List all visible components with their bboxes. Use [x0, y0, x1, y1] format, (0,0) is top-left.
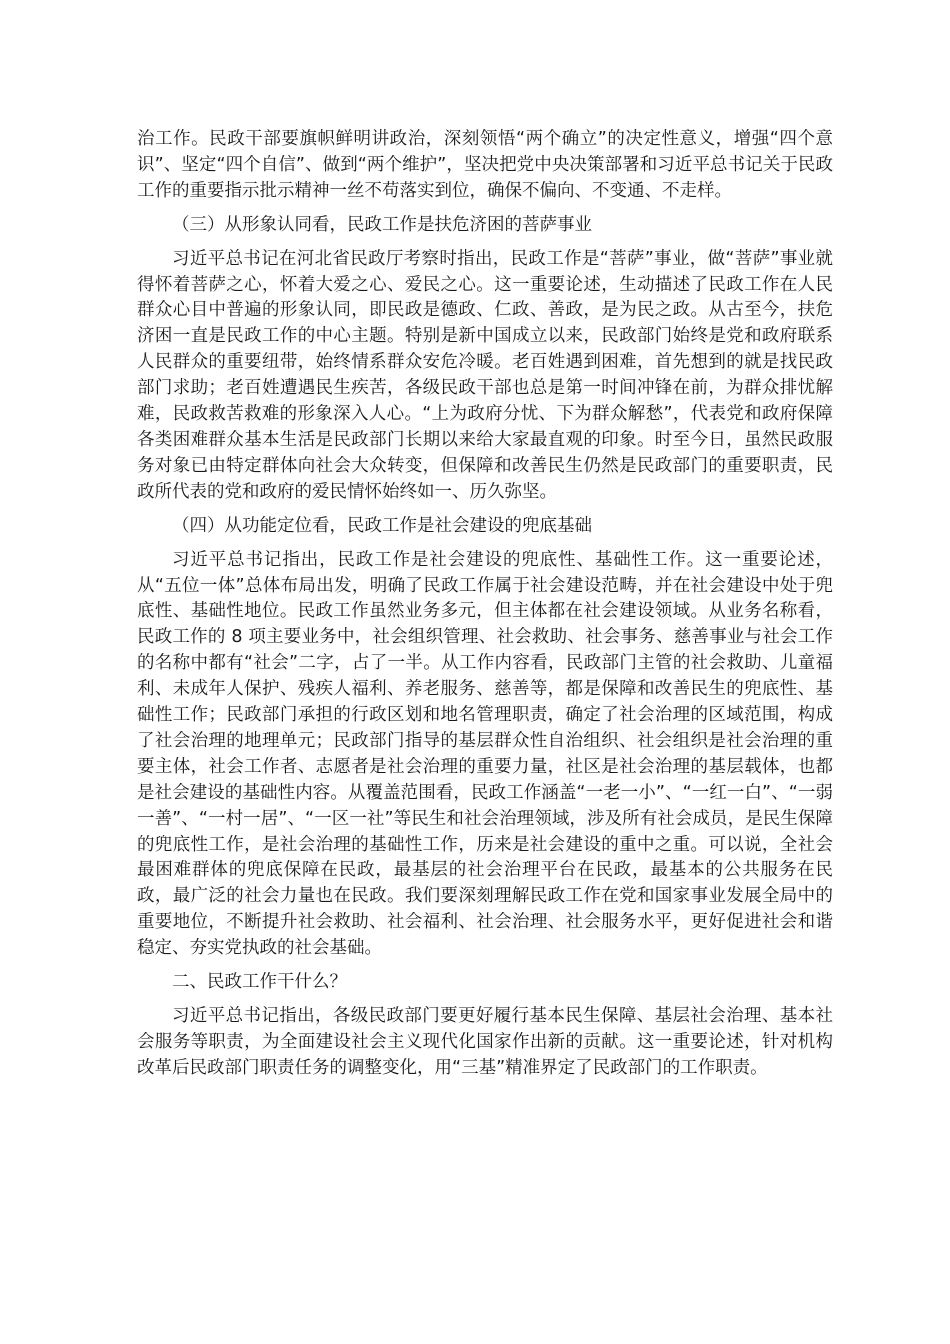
paragraph-function-positioning: 习近平总书记指出，民政工作是社会建设的兜底性、基础性工作。这一重要论述，从“五位一体”总体布局出发，明确了民政工作属于社会建设范畴，并在社会建设中处于兜底性、基础性地位。民政工作虽然业务多元，但主体都在社会建设领域。从业务名称看，民政工作的 8 项主要业务中，社会组织管理、社会救助、社会事务、慈善事业与社会工作的名称中都有“社会”二字，占了一半。从工作内容看，民政部门主管的社会救助、儿童福利、未成年人保护、残疾人福利、养老服务、慈善等，都是保障和改善民生的兜底性、基础性工作；民政部门承担的行政区划和地名管理职责，确定了社会治理的区域范围，构成了社会治理的地理单元；民政部门指导的基层群众性自治组织、社会组织是社会治理的重要主体，社会工作者、志愿者是社会治理的重要力量，社区是社会治理的基层载体，也都是社会建设的基础性内容。从覆盖范围看，民政工作涵盖“一老一小”、“一红一白”、“一弱一善”、“一村一居”、“一区一社”等民生和社会治理领域，涉及所有社会成员，是民生保障的兜底性工作，是社会治理的基础性工作，历来是社会建设的重中之重。可以说，全社会最困难群体的兜底保障在民政，最基层的社会治理平台在民政，最基本的公共服务在民政，最广泛的社会力量也在民政。我们要深刻理解民政工作在党和国家事业发展全局中的重要地位，不断提升社会救助、社会福利、社会治理、社会服务水平，更好促进社会和谐稳定、夯实党执政的社会基础。: [137, 549, 833, 959]
section-heading-3: （三）从形象认同看，民政工作是扶危济困的菩萨事业: [172, 214, 592, 235]
paragraph-duties: 习近平总书记指出，各级民政部门要更好履行基本民生保障、基层社会治理、基本社会服务等职责，为全面建设社会主义现代化国家作出新的贡献。这一重要论述，针对机构改革后民政部门职责任务的调整变化，用“三基”精准界定了民政部门的工作职责。: [137, 1006, 833, 1078]
document-page: [137, 127, 833, 1090]
paragraph-image-recognition: 习近平总书记在河北省民政厅考察时指出，民政工作是“菩萨”事业，做“菩萨”事业就得怀着菩萨之心，怀着大爱之心、爱民之心。这一重要论述，生动描述了民政工作在人民群众心目中普遍的形象认同，即民政是德政、仁政、善政，是为民之政。从古至今，扶危济困一直是民政工作的中心主题。特别是新中国成立以来，民政部门始终是党和政府联系人民群众的重要纽带，始终情系群众安危冷暖。老百姓遇到困难，首先想到的就是找民政部门求助；老百姓遭遇民生疾苦，各级民政干部也总是第一时间冲锋在前，为群众排忧解难，民政救苦救难的形象深入人心。“上为政府分忧、下为群众解愁”，代表党和政府保障各类困难群众基本生活是民政部门长期以来给大家最直观的印象。时至今日，虽然民政服务对象已由特定群体向社会大众转变，但保障和改善民生仍然是民政部门的重要职责，民政所代表的党和政府的爱民情怀始终如一、历久弥坚。: [137, 248, 833, 502]
chapter-heading-2: 二、民政工作干什么？: [172, 972, 347, 993]
paragraph-continuation: 治工作。民政干部要旗帜鲜明讲政治，深刻领悟“两个确立”的决定性意义，增强“四个意识”、坚定“四个自信”、做到“两个维护”，坚决把党中央决策部署和习近平总书记关于民政工作的重要指示批示精神一丝不苟落实到位，确保不偏向、不变通、不走样。: [137, 129, 833, 201]
section-heading-4: （四）从功能定位看，民政工作是社会建设的兜底基础: [172, 515, 592, 536]
